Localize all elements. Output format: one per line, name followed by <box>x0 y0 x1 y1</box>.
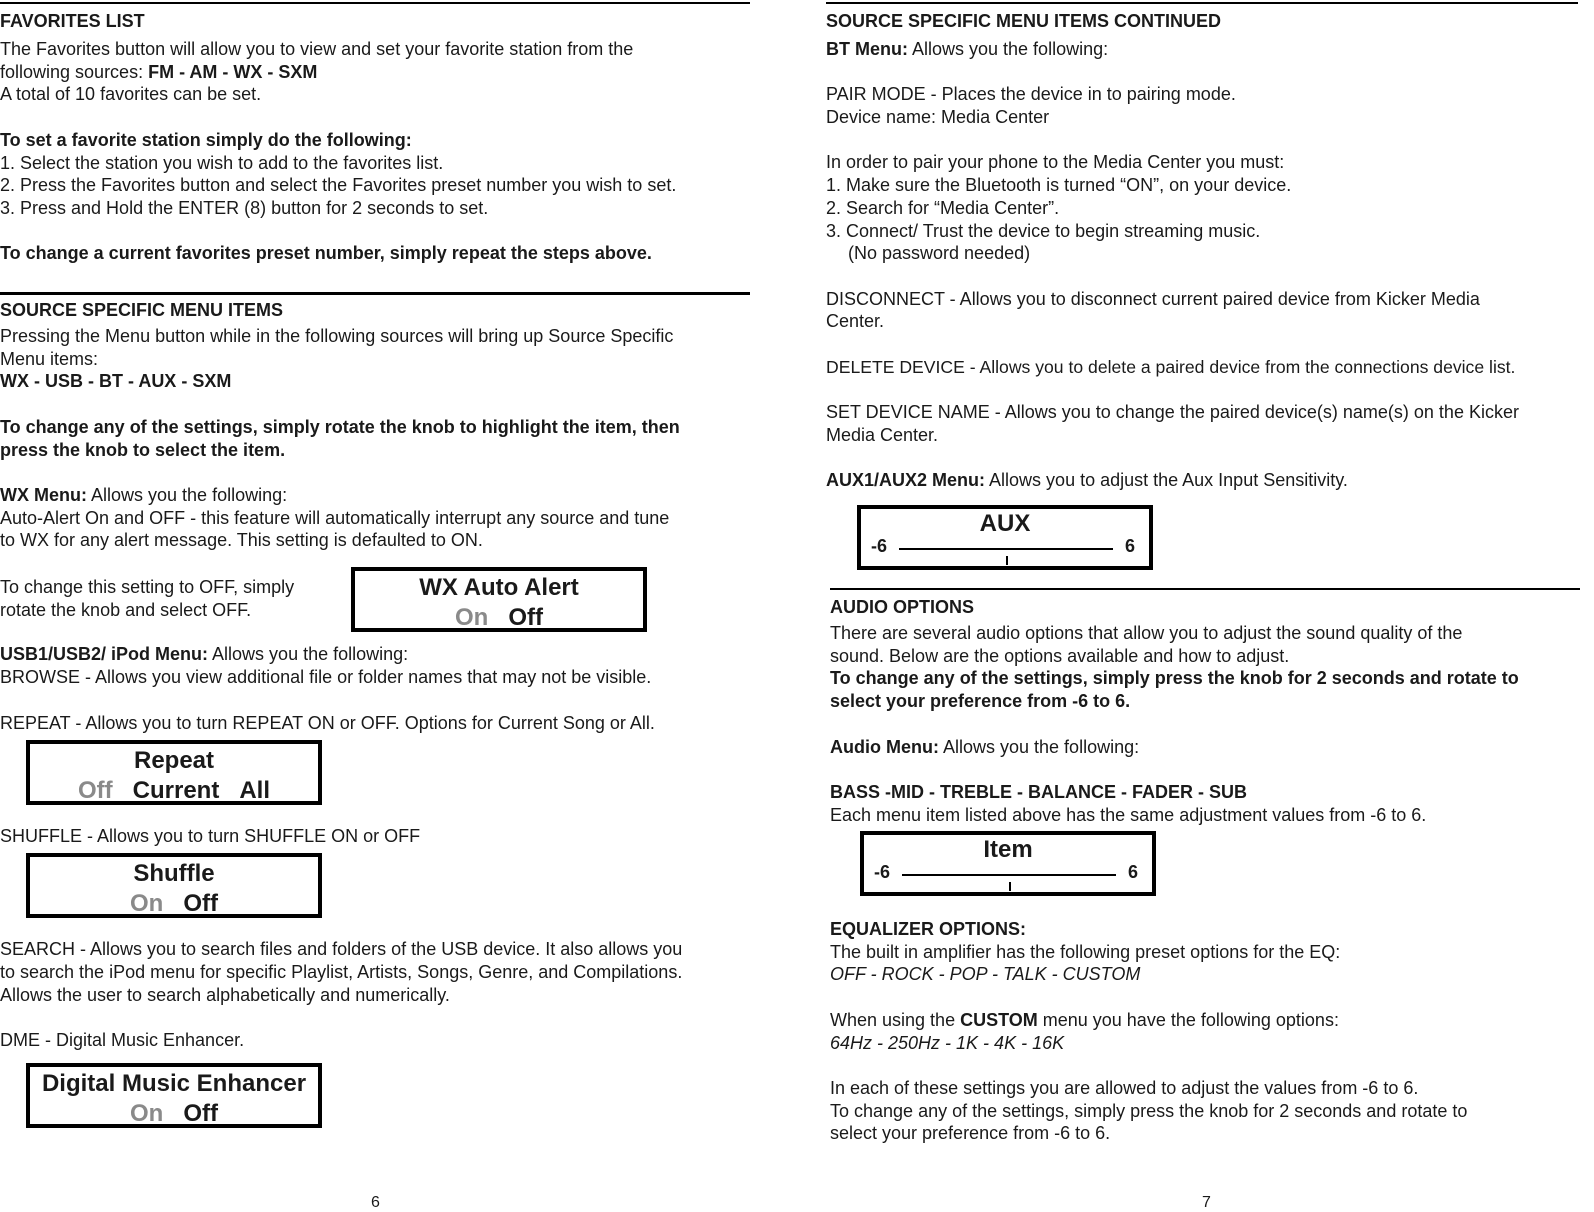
option-current: Current <box>132 777 220 804</box>
search-desc-2: to search the iPod menu for specific Playlist, Artists, Songs, Genre, and Compilations. <box>0 962 683 982</box>
display-title: AUX <box>979 510 1031 537</box>
favorites-sources: FM - AM - WX - SXM <box>148 61 318 82</box>
dme-display <box>26 1063 322 1128</box>
option-on: On <box>130 890 164 917</box>
eq-change-2: select your preference from -6 to 6. <box>830 1123 1111 1144</box>
aux-menu-line: AUX1/AUX2 Menu: Allows you to adjust the Aux Input Sensitivity. <box>826 470 1348 491</box>
search-desc-3: Allows the user to search alphabetically and numerically. <box>0 985 450 1005</box>
page-number-right: 7 <box>1202 1194 1211 1211</box>
set-device-name-desc: SET DEVICE NAME - Allows you to change the paired device(s) name(s) on the Kicker <box>826 402 1519 423</box>
slider-track <box>902 874 1116 876</box>
source-menu-change-2: press the knob to select the item. <box>0 439 286 460</box>
right-page <box>826 0 1594 492</box>
source-menu-intro-2: Menu items: <box>0 348 99 369</box>
slider-marker <box>1006 556 1008 565</box>
delete-device-desc: DELETE DEVICE - Allows you to delete a paired device from the connections device list. <box>826 356 1516 377</box>
display-title: Repeat <box>133 747 215 774</box>
disconnect-desc: DISCONNECT - Allows you to disconnect current paired device from Kicker Media <box>826 288 1480 309</box>
disconnect-desc-2: Center. <box>826 311 885 332</box>
slider-max: 6 <box>1127 862 1138 882</box>
eq-change-1: To change any of the settings, simply press the knob for 2 seconds and rotate to <box>830 1100 1468 1121</box>
wx-auto-alert-display <box>351 567 647 632</box>
audio-same-values: Each menu item listed above has the same adjustment values from -6 to 6. <box>830 804 1427 825</box>
audio-change-1: To change any of the settings, simply press the knob for 2 seconds and rotate to <box>830 668 1519 689</box>
pair-step-1: 1. Make sure the Bluetooth is turned “ON”, on your device. <box>826 175 1292 196</box>
eq-presets: OFF - ROCK - POP - TALK - CUSTOM <box>830 964 1141 985</box>
repeat-display <box>26 740 322 805</box>
favorite-step-1: 1. Select the station you wish to add to the favorites list. <box>0 152 444 173</box>
source-menu-sources: WX - USB - BT - AUX - SXM <box>0 371 232 392</box>
display-title: Shuffle <box>133 860 215 887</box>
audio-menu-items: BASS -MID - TREBLE - BALANCE - FADER - SUB <box>830 781 1247 802</box>
pair-step-2: 2. Search for “Media Center”. <box>826 197 1060 218</box>
audio-change-2: select your preference from -6 to 6. <box>830 691 1131 712</box>
repeat-desc: REPEAT - Allows you to turn REPEAT ON or OFF. Options for Current Song or All. <box>0 713 655 733</box>
source-menu-change-1: To change any of the settings, simply rotate the knob to highlight the item, then <box>0 416 680 437</box>
wx-change-1: To change this setting to OFF, simply <box>0 577 295 597</box>
option-off: Off <box>77 777 113 804</box>
item-slider <box>864 862 1152 884</box>
option-on: On <box>455 604 489 631</box>
audio-section <box>830 596 1590 826</box>
option-off: Off <box>183 1100 218 1127</box>
eq-bands: 64Hz - 250Hz - 1K - 4K - 16K <box>830 1032 1065 1053</box>
page-number-left: 6 <box>371 1194 380 1211</box>
option-off: Off <box>508 604 543 631</box>
left-page <box>0 0 752 552</box>
eq-heading: EQUALIZER OPTIONS: <box>830 919 1027 939</box>
eq-custom-line: When using the CUSTOM menu you have the following options: <box>830 1009 1339 1030</box>
option-all: All <box>239 777 271 804</box>
pair-mode-desc: PAIR MODE - Places the device in to pairing mode. <box>826 84 1236 105</box>
aux-slider <box>861 536 1149 558</box>
audio-menu-line: Audio Menu: Allows you the following: <box>830 736 1140 757</box>
slider-min: -6 <box>874 862 891 882</box>
audio-intro-1: There are several audio options that allow you to adjust the sound quality of the <box>830 623 1463 643</box>
set-favorite-heading: To set a favorite station simply do the following: <box>0 129 412 150</box>
search-desc-1: SEARCH - Allows you to search files and folders of the USB device. It also allows you <box>0 939 683 959</box>
browse-desc: BROWSE - Allows you view additional file or folder names that may not be visible. <box>0 667 652 687</box>
display-title: Digital Music Enhancer <box>41 1070 307 1097</box>
favorites-sources-line: following sources: FM - AM - WX - SXM <box>0 61 318 82</box>
option-off: Off <box>183 890 218 917</box>
pair-instructions: In order to pair your phone to the Media Center you must: <box>826 152 1285 173</box>
aux-display <box>857 505 1153 570</box>
wx-menu-line: WX Menu: Allows you the following: <box>0 484 288 505</box>
change-favorite-note: To change a current favorites preset number, simply repeat the steps above. <box>0 243 652 264</box>
source-menu-intro: Pressing the Menu button while in the following sources will bring up Source Specific <box>0 326 674 346</box>
wx-auto-alert-desc: Auto-Alert On and OFF - this feature will automatically interrupt any source and tune <box>0 507 670 528</box>
set-device-name-desc-2: Media Center. <box>826 424 939 445</box>
display-title: Item <box>983 836 1033 863</box>
pair-step-3: 3. Connect/ Trust the device to begin streaming music. <box>826 220 1261 241</box>
favorite-step-2: 2. Press the Favorites button and select the Favorites preset number you wish to set. <box>0 175 677 196</box>
favorites-total: A total of 10 favorites can be set. <box>0 84 262 105</box>
eq-adjust: In each of these settings you are allowed to adjust the values from -6 to 6. <box>830 1077 1419 1098</box>
display-title: WX Auto Alert <box>419 574 579 601</box>
device-name: Device name: Media Center <box>826 107 1050 128</box>
audio-intro-2: sound. Below are the options available and how to adjust. <box>830 645 1290 666</box>
item-display <box>860 831 1156 896</box>
pair-step-3-note: (No password needed) <box>848 243 1031 264</box>
slider-max: 6 <box>1124 536 1135 556</box>
bt-menu-line: BT Menu: Allows you the following: <box>826 39 1109 59</box>
shuffle-desc: SHUFFLE - Allows you to turn SHUFFLE ON or OFF <box>0 826 421 846</box>
wx-change-2: rotate the knob and select OFF. <box>0 600 252 620</box>
slider-marker <box>1009 882 1011 891</box>
favorite-step-3: 3. Press and Hold the ENTER (8) button for 2 seconds to set. <box>0 197 489 218</box>
slider-track <box>899 548 1113 550</box>
shuffle-display <box>26 853 322 918</box>
favorites-heading: FAVORITES LIST <box>0 11 145 31</box>
wx-auto-alert-desc-2: to WX for any alert message. This setting is defaulted to ON. <box>0 530 483 551</box>
source-menu-heading: SOURCE SPECIFIC MENU ITEMS <box>0 300 284 320</box>
eq-section <box>830 918 1590 1145</box>
eq-intro: The built in amplifier has the following preset options for the EQ: <box>830 941 1341 962</box>
divider <box>830 588 1580 590</box>
option-on: On <box>130 1100 164 1127</box>
continued-heading: SOURCE SPECIFIC MENU ITEMS CONTINUED <box>826 11 1222 31</box>
dme-desc: DME - Digital Music Enhancer. <box>0 1030 245 1050</box>
favorites-intro: The Favorites button will allow you to view and set your favorite station from the <box>0 39 634 59</box>
audio-options-heading: AUDIO OPTIONS <box>830 597 975 617</box>
slider-min: -6 <box>871 536 888 556</box>
usb-menu-line: USB1/USB2/ iPod Menu: Allows you the following: <box>0 644 409 664</box>
